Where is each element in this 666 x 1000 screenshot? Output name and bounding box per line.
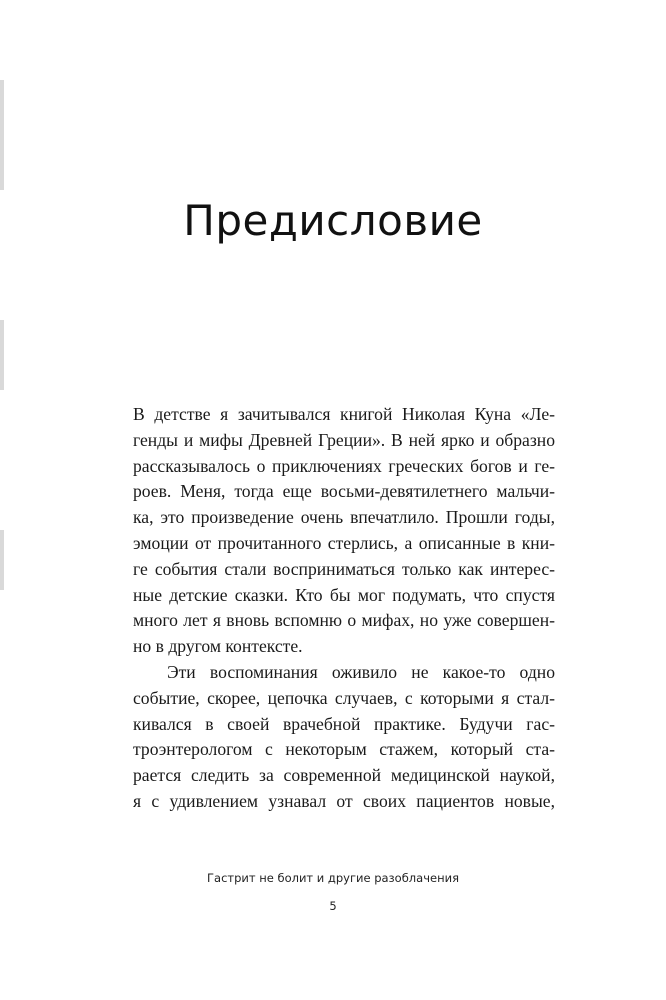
text-line: эмоции от прочитанного стерлись, а описанные в кни- <box>133 532 555 553</box>
page-edge-shadow <box>0 320 4 390</box>
text-line: Эти воспоминания оживило не какое-то одно <box>167 661 555 682</box>
text-line: ге события стали восприниматься только как интерес- <box>133 558 555 579</box>
text-line: роев. Меня, тогда еще восьми-девятилетнего мальчи- <box>133 481 555 502</box>
running-footer-book-title: Гастрит не болит и другие разоблачения <box>207 871 459 885</box>
text-line: рается следить за современной медицинской наукой, <box>133 765 555 786</box>
body-text <box>133 402 555 815</box>
text-line: генды и мифы Древней Греции». В ней ярко и образно <box>133 429 555 450</box>
text-line: В детстве я зачитывался книгой Николая Куна «Ле- <box>133 404 555 424</box>
text-line: событие, скорее, цепочка случаев, с которыми я стал- <box>133 687 555 708</box>
text-line: троэнтерологом с некоторым стажем, который ста- <box>133 739 555 760</box>
text-line: ка, это произведение очень впечатлило. Прошли годы, <box>133 507 555 528</box>
text-line: но в другом контексте. <box>133 636 303 657</box>
text-line: кивался в своей врачебной практике. Будучи гас- <box>133 713 555 734</box>
page-number: 5 <box>329 899 337 913</box>
text-line: ные детские сказки. Кто бы мог подумать, что спустя <box>133 584 555 605</box>
page-edge-shadow <box>0 80 4 190</box>
text-line: рассказывалось о приключениях греческих богов и ге- <box>133 455 555 476</box>
chapter-title: Предисловие <box>183 196 483 245</box>
page-edge-shadow <box>0 530 4 590</box>
text-line: я с удивлением узнавал от своих пациентов новые, <box>133 790 555 811</box>
text-line: много лет я вновь вспомню о мифах, но уже совершен- <box>133 610 555 631</box>
